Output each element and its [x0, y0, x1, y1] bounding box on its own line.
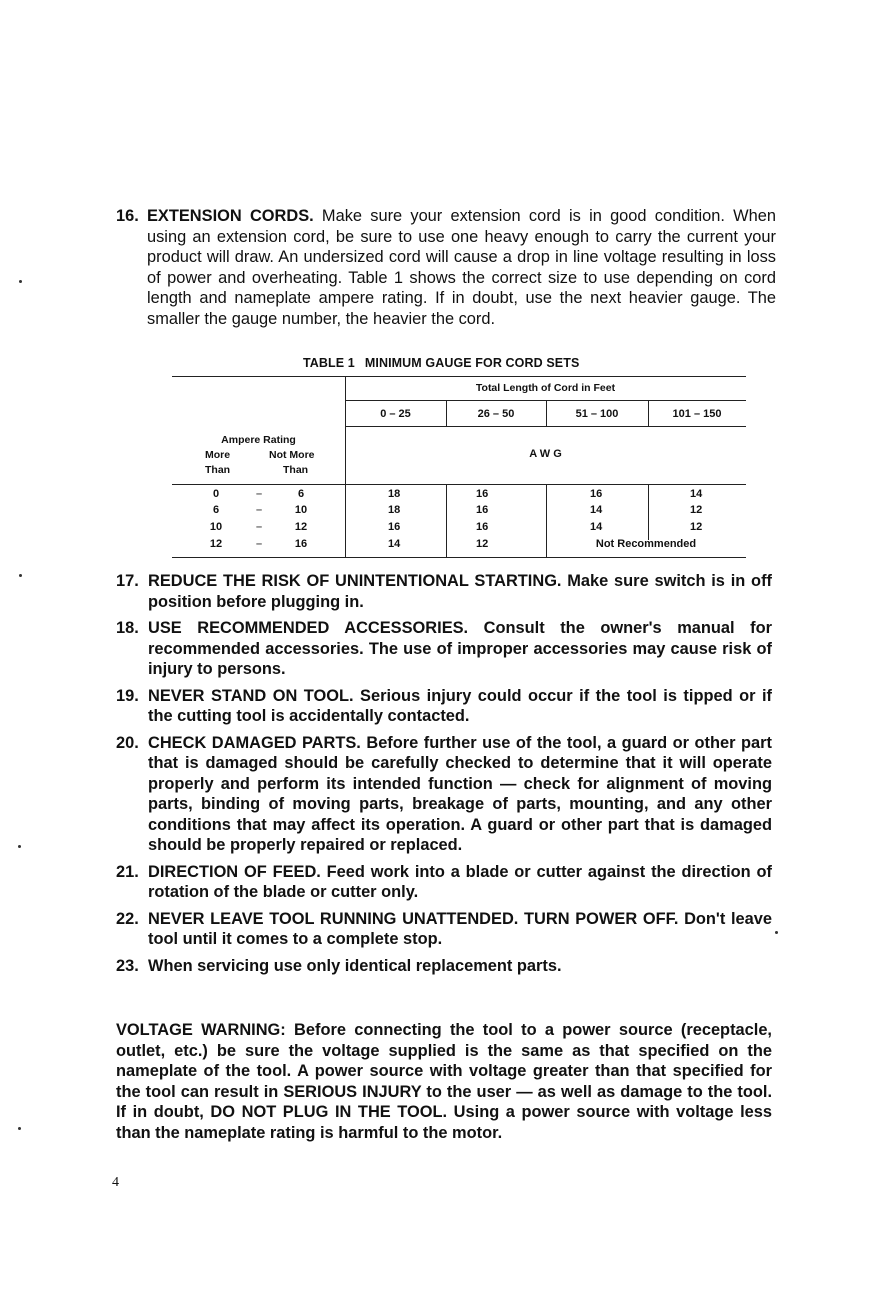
- item-number: 17.: [116, 572, 139, 590]
- item-number: 20.: [116, 733, 139, 752]
- awg-header: A W G: [529, 448, 562, 460]
- row-gauge-4: 12: [690, 521, 703, 533]
- row-to: 12: [294, 521, 308, 533]
- table-rule-col-4: [648, 484, 649, 540]
- row-from: 10: [209, 521, 223, 533]
- table-title: MINIMUM GAUGE FOR CORD SETS: [364, 356, 580, 370]
- row-gauge-2: 16: [476, 488, 489, 500]
- table-rule-col-2: [446, 484, 447, 557]
- cord-gauge-table: [172, 376, 746, 558]
- item-number: 21.: [116, 862, 139, 881]
- table-rule-ranges: [345, 426, 746, 427]
- list-item: [116, 618, 772, 680]
- than-header-2: Than: [283, 464, 309, 476]
- item-heading: EXTENSION CORDS.: [147, 207, 314, 225]
- item-text: USE RECOMMENDED ACCESSORIES. Consult the owner's manual for recommended accessories. The use of improper accessories may cause risk of injury to persons.: [148, 619, 772, 678]
- row-from: 6: [212, 504, 220, 516]
- row-gauge-2: 12: [476, 538, 489, 550]
- item-number: 16.: [116, 207, 139, 225]
- row-gauge-3: 16: [590, 488, 603, 500]
- not-more-header: Not More: [269, 449, 315, 461]
- table-rule-bottom: [172, 557, 746, 558]
- item-body: [147, 206, 776, 329]
- table-rule-header-bottom: [172, 484, 746, 485]
- length-range-3: 51 – 100: [575, 408, 619, 420]
- item-text: Make sure your extension cord is in good condition. When using an extension cord, be sure to use one heavy enough to carry the current your product will draw. An undersized cord will cause a drop in line voltage resulting in loss of power and overheating. Table 1 shows the correct size to use depending on cord length and nameplate ampere rating. If in doubt, use the next heavier gauge. The smaller the gauge number, the heavier the cord.: [147, 207, 776, 328]
- row-gauge-3: 14: [590, 521, 603, 533]
- row-from: 12: [209, 538, 223, 550]
- safety-items-list: [116, 571, 772, 982]
- row-from: 0: [212, 488, 220, 500]
- row-to: 16: [294, 538, 308, 550]
- item-text: REDUCE THE RISK OF UNINTENTIONAL STARTING. Make sure switch is in off position before plugging in.: [148, 572, 772, 611]
- table-caption: [303, 356, 579, 370]
- list-item: [116, 862, 772, 903]
- row-gauge-1: 18: [388, 488, 401, 500]
- table-rule-ampere-column: [345, 376, 346, 557]
- not-recommended: Not Recommended: [595, 538, 697, 550]
- length-range-1: 0 – 25: [380, 408, 411, 420]
- item-text: NEVER LEAVE TOOL RUNNING UNATTENDED. TURN POWER OFF. Don't leave tool until it comes to a complete stop.: [148, 909, 772, 948]
- item-number: 18.: [116, 619, 139, 637]
- list-item: [116, 571, 772, 612]
- length-range-4: 101 – 150: [672, 408, 722, 420]
- voltage-warning: VOLTAGE WARNING: Before connecting the tool to a power source (receptacle, outlet, etc.) be sure the voltage supplied is the same as that specified on the nameplate of the tool. A power source with voltage greater than that specified for the tool can result in SERIOUS INJURY to the user — as well as damage to the tool. If in doubt, DO NOT PLUG IN THE TOOL. Using a power source with voltage less than the nameplate rating is harmful to the motor.: [116, 1021, 772, 1142]
- item-text: NEVER STAND ON TOOL. Serious injury could occur if the tool is tipped or if the cutting tool is accidentally contacted.: [148, 686, 772, 725]
- row-dash: –: [255, 538, 263, 550]
- row-dash: –: [255, 521, 263, 533]
- item-text: When servicing use only identical replacement parts.: [148, 956, 562, 975]
- row-gauge-2: 16: [476, 504, 489, 516]
- row-gauge-1: 16: [388, 521, 401, 533]
- row-dash: –: [255, 504, 263, 516]
- row-to: 6: [297, 488, 305, 500]
- than-header-1: Than: [205, 464, 231, 476]
- item-number: 22.: [116, 909, 139, 928]
- row-to: 10: [294, 504, 308, 516]
- length-range-2: 26 – 50: [477, 408, 515, 420]
- list-item: [116, 733, 772, 856]
- scan-speck: [19, 280, 22, 283]
- item-16-extension-cords: [116, 206, 776, 329]
- list-item: [116, 909, 772, 950]
- more-header: More: [205, 449, 231, 461]
- row-gauge-3: 14: [590, 504, 603, 516]
- table-rule-top: [172, 376, 746, 377]
- page-number: 4: [112, 1175, 119, 1190]
- row-gauge-4: 12: [690, 504, 703, 516]
- row-gauge-4: 14: [690, 488, 703, 500]
- item-number: 19.: [116, 686, 139, 705]
- table-label: TABLE 1: [303, 356, 355, 370]
- ampere-header: Ampere Rating: [221, 434, 296, 446]
- list-item: [116, 686, 772, 727]
- scan-speck: [18, 845, 21, 848]
- scan-speck: [19, 574, 22, 577]
- row-dash: –: [255, 488, 263, 500]
- row-gauge-2: 16: [476, 521, 489, 533]
- scan-speck: [18, 1127, 21, 1130]
- scan-speck: [775, 931, 778, 934]
- row-gauge-1: 18: [388, 504, 401, 516]
- list-item: [116, 956, 772, 977]
- length-header: Total Length of Cord in Feet: [475, 382, 616, 394]
- item-number: 23.: [116, 956, 139, 975]
- item-text: DIRECTION OF FEED. Feed work into a blade or cutter against the direction of rotation of the blade or cutter only.: [148, 862, 772, 901]
- row-gauge-1: 14: [388, 538, 401, 550]
- item-text: CHECK DAMAGED PARTS. Before further use of the tool, a guard or other part that is damaged should be carefully checked to determine that it will operate properly and perform its intended function — check for alignment of moving parts, binding of moving parts, breakage of parts, mounting, and any other conditions that may affect its operation. A guard or other part that is damaged should be properly repaired or replaced.: [148, 733, 772, 854]
